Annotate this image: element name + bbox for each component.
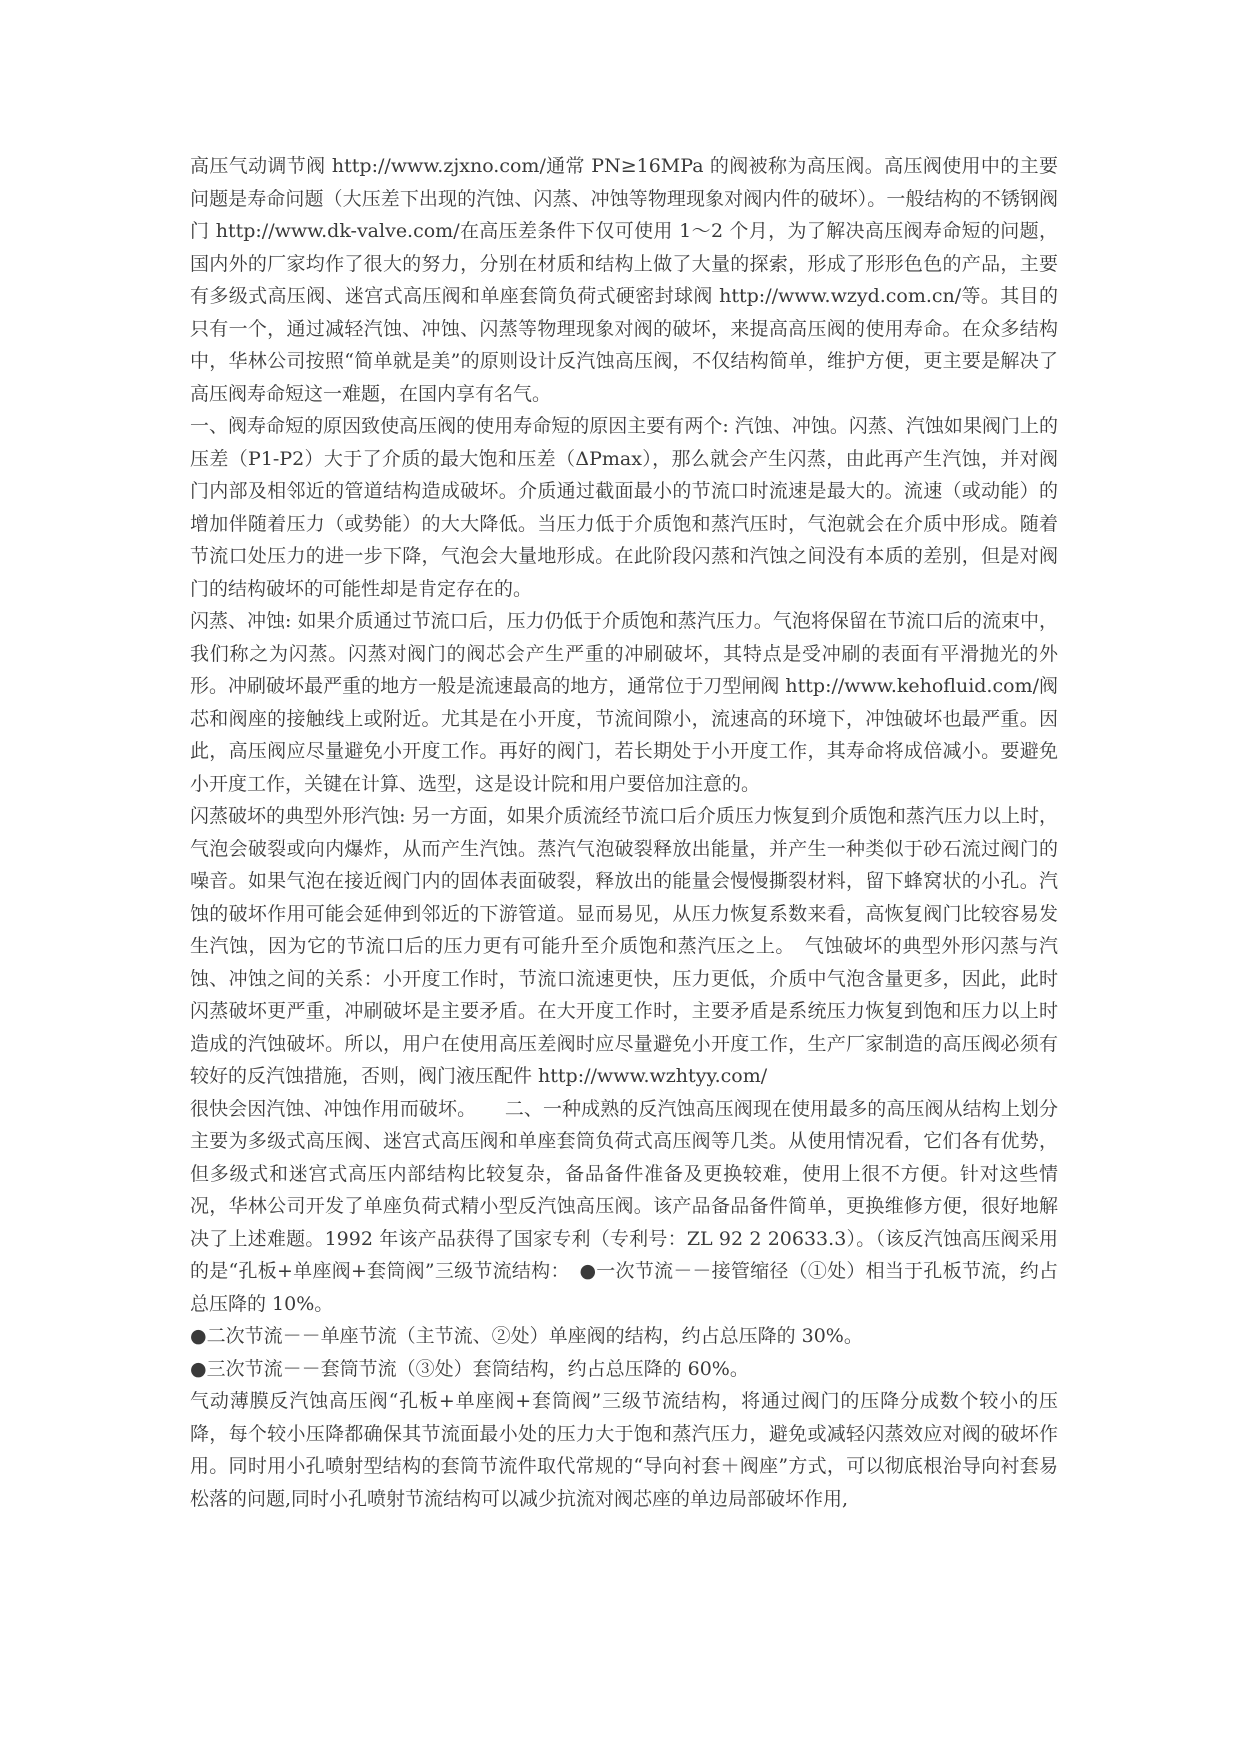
paragraph-cavitation: 闪蒸破坏的典型外形汽蚀: 另一方面，如果介质流经节流口后介质压力恢复到介质饱和蒸汽压力以上时，气泡会破裂或向内爆炸，从而产生汽蚀。蒸汽气泡破裂释放出能量，并产生一种类似于砂石流过阀门的噪音。如果气泡在接近阀门内的固体表面破裂，释放出的能量会慢慢撕裂材料，留下蜂窝状的小孔。汽蚀的破坏作用可能会延伸到邻近的下游管道。显而易见，从压力恢复系数来看，高恢复阀门比较容易发生汽蚀，因为它的节流口后的压力更有可能升至介质饱和蒸汽压之上。 气蚀破坏的典型外形闪蒸与汽蚀、冲蚀之间的关系：小开度工作时，节流口流速更快，压力更低，介质中气泡含量更多，因此，此时闪蒸破坏更严重，冲刷破坏是主要矛盾。在大开度工作时，主要矛盾是系统压力恢复到饱和压力以上时造成的汽蚀破坏。所以，用户在使用高压差阀时应尽量避免小开度工作，生产厂家制造的高压阀必须有较好的反汽蚀措施，否则，阀门液压配件 http://www.wzhtyy.com/ (190, 805, 1058, 1087)
paragraph-flashing-erosion: 闪蒸、冲蚀: 如果介质通过节流口后，压力仍低于介质饱和蒸汽压力。气泡将保留在节流口后的流束中，我们称之为闪蒸。闪蒸对阀门的阀芯会产生严重的冲刷破坏，其特点是受冲刷的表面有平滑抛光的外形。冲刷破坏最严重的地方一般是流速最高的地方，通常位于刀型闸阀 http://www.kehofluid.com/阀芯和阀座的接触线上或附近。尤其是在小开度，节流间隙小，流速高的环境下，冲蚀破坏也最严重。因此，高压阀应尽量避免小开度工作。再好的阀门，若长期处于小开度工作，其寿命将成倍减小。要避免小开度工作，关键在计算、选型，这是设计院和用户要倍加注意的。 (190, 610, 1058, 795)
document-body (190, 150, 1058, 1515)
paragraph-intro: 高压气动调节阀 http://www.zjxno.com/通常 PN≥16MPa 的阀被称为高压阀。高压阀使用中的主要问题是寿命问题（大压差下出现的汽蚀、闪蒸、冲蚀等物理现象对阀内件的破坏）。一般结构的不锈钢阀门 http://www.dk-valve.com/在高压差条件下仅可使用 1～2 个月，为了解决高压阀寿命短的问题，国内外的厂家均作了很大的努力，分别在材质和结构上做了大量的探索，形成了形形色色的产品，主要有多级式高压阀、迷宫式高压阀和单座套筒负荷式硬密封球阀 http://www.wzyd.com.cn/等。其目的只有一个，通过减轻汽蚀、冲蚀、闪蒸等物理现象对阀的破坏，来提高高压阀的使用寿命。在众多结构中，华林公司按照“简单就是美”的原则设计反汽蚀高压阀，不仅结构简单，维护方便，更主要是解决了高压阀寿命短这一难题，在国内享有名气。 (190, 155, 1058, 405)
paragraph-third-stage: ●三次节流－－套筒节流（③处）套筒结构，约占总压降的 60%。 (190, 1357, 749, 1380)
paragraph-three-stage-structure: 气动薄膜反汽蚀高压阀“孔板+单座阀+套筒阀”三级节流结构，将通过阀门的压降分成数个较小的压降，每个较小压降都确保其节流面最小处的压力大于饱和蒸汽压力，避免或减轻闪蒸效应对阀的破坏作用。同时用小孔喷射型结构的套筒节流件取代常规的“导向衬套＋阀座”方式，可以彻底根治导向衬套易松落的问题,同时小孔喷射节流结构可以减少抗流对阀芯座的单边局部破坏作用, (190, 1390, 1058, 1510)
paragraph-anti-cavitation-valve: 很快会因汽蚀、冲蚀作用而破坏。 二、一种成熟的反汽蚀高压阀现在使用最多的高压阀从结构上划分主要为多级式高压阀、迷宫式高压阀和单座套筒负荷式高压阀等几类。从使用情况看，它们各有优势，但多级式和迷宫式高压内部结构比较复杂，备品备件准备及更换较难，使用上很不方便。针对这些情况，华林公司开发了单座负荷式精小型反汽蚀高压阀。该产品备品备件简单，更换维修方便，很好地解决了上述难题。1992 年该产品获得了国家专利（专利号：ZL 92 2 20633.3）。（该反汽蚀高压阀采用的是“孔板+单座阀+套筒阀”三级节流结构： ●一次节流－－接管缩径（①处）相当于孔板节流，约占总压降的 10%。 (190, 1097, 1058, 1315)
paragraph-second-stage: ●二次节流－－单座节流（主节流、②处）单座阀的结构，约占总压降的 30%。 (190, 1325, 863, 1347)
paragraph-cause: 一、阀寿命短的原因致使高压阀的使用寿命短的原因主要有两个: 汽蚀、冲蚀。闪蒸、汽蚀如果阀门上的压差（P1-P2）大于了介质的最大饱和压差（ΔPmax），那么就会产生闪蒸，由此再产生汽蚀，并对阀门内部及相邻近的管道结构造成破坏。介质通过截面最小的节流口时流速是最大的。流速（或动能）的增加伴随着压力（或势能）的大大降低。当压力低于介质饱和蒸汽压时，气泡就会在介质中形成。随着节流口处压力的进一步下降，气泡会大量地形成。在此阶段闪蒸和汽蚀之间没有本质的差别，但是对阀门的结构破坏的可能性却是肯定存在的。 (190, 415, 1058, 600)
